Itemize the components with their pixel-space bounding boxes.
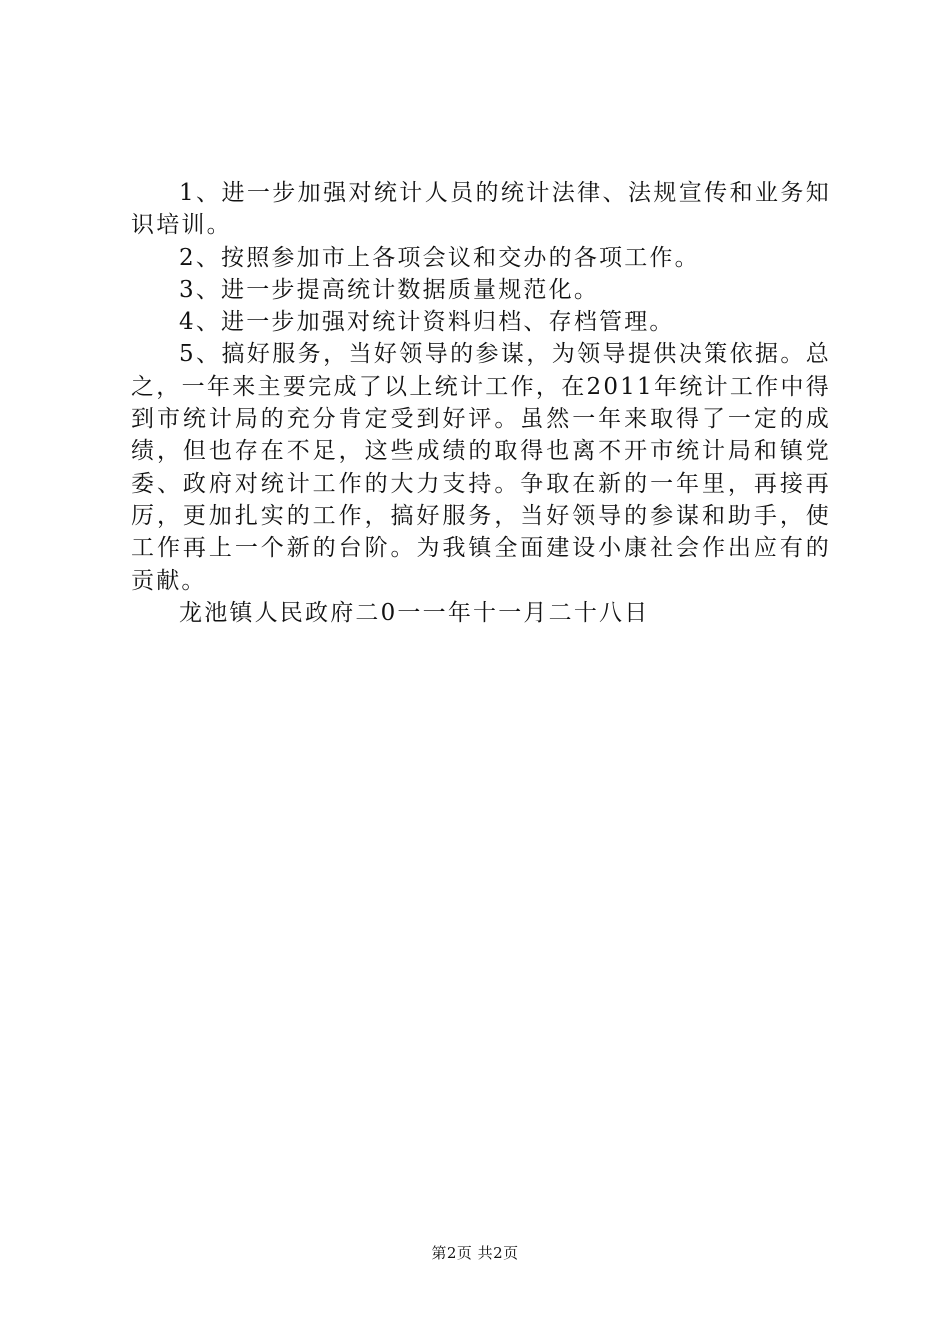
document-body (131, 177, 831, 629)
paragraph-item-4: 4、进一步加强对统计资料归档、存档管理。 (179, 309, 675, 336)
paragraph-summary: 5、搞好服务，当好领导的参谋，为领导提供决策依据。总之，一年来主要完成了以上统计工作，在2011年统计工作中得到市统计局的充分肯定受到好评。虽然一年来取得了一定的成绩，但也存在不足，这些成绩的取得也离不开市统计局和镇党委、政府对统计工作的大力支持。争取在新的一年里，再接再厉，更加扎实的工作，搞好服务，当好领导的参谋和助手，使工作再上一个新的台阶。为我镇全面建设小康社会作出应有的贡献。 (131, 341, 831, 594)
page-number-footer: 第2页 共2页 (431, 1244, 519, 1262)
paragraph-item-2: 2、按照参加市上各项会议和交办的各项工作。 (179, 244, 700, 271)
paragraph-item-1: 1、进一步加强对统计人员的统计法律、法规宣传和业务知识培训。 (131, 180, 831, 239)
paragraph-item-3: 3、进一步提高统计数据质量规范化。 (179, 276, 600, 303)
signature-date-line: 龙池镇人民政府二0一一年十一月二十八日 (179, 599, 650, 626)
